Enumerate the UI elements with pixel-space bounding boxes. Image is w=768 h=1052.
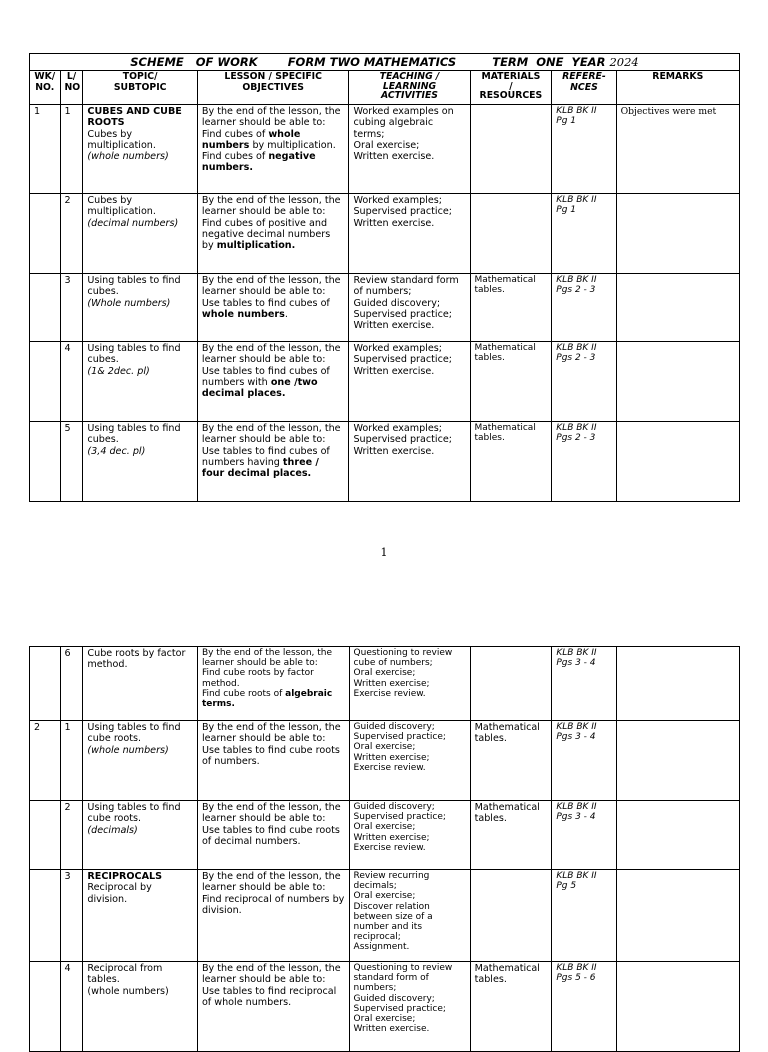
- objectives-cell: By the end of the lesson, the learner should be able to: Find cubes of whole numbers by multiplication. Find cubes of negative numbers.: [197, 105, 349, 194]
- materials-cell: Mathematical tables.: [470, 801, 552, 870]
- week-cell: [30, 801, 61, 870]
- table-row: [30, 801, 740, 870]
- remarks-cell: [616, 647, 739, 721]
- scheme-table-page-2: [29, 646, 740, 1052]
- lesson-no-cell: 4: [60, 962, 83, 1052]
- lesson-no-cell: 5: [60, 422, 83, 502]
- remarks-cell: [616, 962, 739, 1052]
- materials-cell: [470, 647, 552, 721]
- col-header-remarks: REMARKS: [616, 71, 739, 105]
- materials-cell: Mathematical tables.: [470, 342, 552, 422]
- topic-cell: Reciprocal from tables. (whole numbers): [83, 962, 198, 1052]
- week-cell: [30, 962, 61, 1052]
- table-row: [30, 870, 740, 962]
- lesson-no-cell: 6: [60, 647, 83, 721]
- references-cell: KLB BK II Pgs 5 - 6: [552, 962, 616, 1052]
- topic-cell: Using tables to find cubes. (Whole numbers): [83, 274, 197, 342]
- remarks-cell: [616, 422, 739, 502]
- references-cell: KLB BK II Pgs 3 - 4: [552, 721, 616, 801]
- scheme-table-page-1: [29, 53, 740, 502]
- objectives-cell: By the end of the lesson, the learner should be able to: Use tables to find cube roots of decimal numbers.: [197, 801, 349, 870]
- materials-cell: [470, 870, 552, 962]
- activities-cell: Questioning to review standard form of numbers; Guided discovery; Supervised practice; Oral exercise; Written exercise.: [349, 962, 470, 1052]
- lesson-no-cell: 2: [60, 194, 83, 274]
- week-cell: 1: [30, 105, 61, 194]
- remarks-cell: [616, 870, 739, 962]
- table-row: [30, 105, 740, 194]
- table-row: [30, 342, 740, 422]
- week-cell: [30, 422, 61, 502]
- lesson-no-cell: 4: [60, 342, 83, 422]
- title-year: 2024: [609, 55, 639, 69]
- col-header-materials: MATERIALS / RESOURCES: [470, 71, 552, 105]
- table-row: [30, 194, 740, 274]
- materials-cell: Mathematical tables.: [470, 422, 552, 502]
- activities-cell: Review recurring decimals; Oral exercise; Discover relation between size of a number and its reciprocal; Assignment.: [349, 870, 470, 962]
- week-cell: [30, 647, 61, 721]
- activities-cell: Worked examples; Supervised practice; Written exercise.: [349, 342, 470, 422]
- remarks-cell: Objectives were met: [616, 105, 739, 194]
- references-cell: KLB BK II Pgs 3 - 4: [552, 801, 616, 870]
- week-cell: [30, 870, 61, 962]
- objectives-cell: By the end of the lesson, the learner should be able to: Find cube roots by factor method. Find cube roots of algebraic terms.: [197, 647, 349, 721]
- references-cell: KLB BK II Pg 1: [552, 105, 616, 194]
- activities-cell: Worked examples; Supervised practice; Written exercise.: [349, 422, 470, 502]
- week-cell: 2: [30, 721, 61, 801]
- title-term: TERM ONE YEAR: [492, 55, 606, 69]
- objectives-cell: By the end of the lesson, the learner should be able to: Use tables to find cubes of numbers with one /two decimal places.: [197, 342, 349, 422]
- materials-cell: Mathematical tables.: [470, 962, 552, 1052]
- references-cell: KLB BK II Pgs 2 - 3: [552, 422, 616, 502]
- references-cell: KLB BK II Pgs 3 - 4: [552, 647, 616, 721]
- table-row: [30, 721, 740, 801]
- lesson-no-cell: 1: [60, 105, 83, 194]
- references-cell: KLB BK II Pgs 2 - 3: [552, 274, 616, 342]
- lesson-no-cell: 1: [60, 721, 83, 801]
- lesson-no-cell: 3: [60, 274, 83, 342]
- table-row: [30, 647, 740, 721]
- remarks-cell: [616, 342, 739, 422]
- table-row: [30, 422, 740, 502]
- page-number: 1: [380, 546, 388, 559]
- materials-cell: Mathematical tables.: [470, 274, 552, 342]
- materials-cell: [470, 105, 552, 194]
- col-header-topic: TOPIC/ SUBTOPIC: [83, 71, 197, 105]
- document-title: [30, 54, 740, 71]
- lesson-no-cell: 2: [60, 801, 83, 870]
- title-scheme: SCHEME OF WORK: [130, 55, 258, 69]
- objectives-cell: By the end of the lesson, the learner should be able to: Use tables to find cubes of numbers having three / four decimal places.: [197, 422, 349, 502]
- lesson-no-cell: 3: [60, 870, 83, 962]
- materials-cell: Mathematical tables.: [470, 721, 552, 801]
- activities-cell: Worked examples; Supervised practice; Written exercise.: [349, 194, 470, 274]
- objectives-cell: By the end of the lesson, the learner should be able to: Find reciprocal of numbers by division.: [197, 870, 349, 962]
- activities-cell: Guided discovery; Supervised practice; Oral exercise; Written exercise; Exercise review.: [349, 721, 470, 801]
- objectives-cell: By the end of the lesson, the learner should be able to: Use tables to find cube roots of numbers.: [197, 721, 349, 801]
- remarks-cell: [616, 721, 739, 801]
- table-row: [30, 962, 740, 1052]
- topic-cell: RECIPROCALS Reciprocal by division.: [83, 870, 198, 962]
- topic-cell: Using tables to find cube roots. (decimals): [83, 801, 198, 870]
- materials-cell: [470, 194, 552, 274]
- col-header-wk: WK/ NO.: [30, 71, 61, 105]
- week-cell: [30, 342, 61, 422]
- objectives-cell: By the end of the lesson, the learner should be able to: Use tables to find reciprocal of whole numbers.: [197, 962, 349, 1052]
- references-cell: KLB BK II Pg 1: [552, 194, 616, 274]
- references-cell: KLB BK II Pg 5: [552, 870, 616, 962]
- remarks-cell: [616, 274, 739, 342]
- week-cell: [30, 274, 61, 342]
- references-cell: KLB BK II Pgs 2 - 3: [552, 342, 616, 422]
- title-subject: FORM TWO MATHEMATICS: [287, 55, 457, 69]
- col-header-references: REFERE- NCES: [552, 71, 616, 105]
- remarks-cell: [616, 801, 739, 870]
- remarks-cell: [616, 194, 739, 274]
- topic-cell: CUBES AND CUBE ROOTS Cubes by multiplication. (whole numbers): [83, 105, 197, 194]
- topic-cell: Using tables to find cube roots. (whole numbers): [83, 721, 198, 801]
- table-row: [30, 274, 740, 342]
- activities-cell: Review standard form of numbers; Guided discovery; Supervised practice; Written exercise.: [349, 274, 470, 342]
- objectives-cell: By the end of the lesson, the learner should be able to: Find cubes of positive and negative decimal numbers by multiplication.: [197, 194, 349, 274]
- objectives-cell: By the end of the lesson, the learner should be able to: Use tables to find cubes of whole numbers.: [197, 274, 349, 342]
- activities-cell: Questioning to review cube of numbers; Oral exercise; Written exercise; Exercise review.: [349, 647, 470, 721]
- activities-cell: Guided discovery; Supervised practice; Oral exercise; Written exercise; Exercise review.: [349, 801, 470, 870]
- col-header-activities: TEACHING / LEARNING ACTIVITIES: [349, 71, 470, 105]
- column-header-row: [30, 71, 740, 105]
- topic-cell: Using tables to find cubes. (1& 2dec. pl): [83, 342, 197, 422]
- activities-cell: Worked examples on cubing algebraic terms; Oral exercise; Written exercise.: [349, 105, 470, 194]
- topic-cell: Cubes by multiplication. (decimal numbers): [83, 194, 197, 274]
- week-cell: [30, 194, 61, 274]
- topic-cell: Cube roots by factor method.: [83, 647, 198, 721]
- col-header-objectives: LESSON / SPECIFIC OBJECTIVES: [197, 71, 349, 105]
- topic-cell: Using tables to find cubes. (3,4 dec. pl): [83, 422, 197, 502]
- col-header-lesson-no: L/ NO: [60, 71, 83, 105]
